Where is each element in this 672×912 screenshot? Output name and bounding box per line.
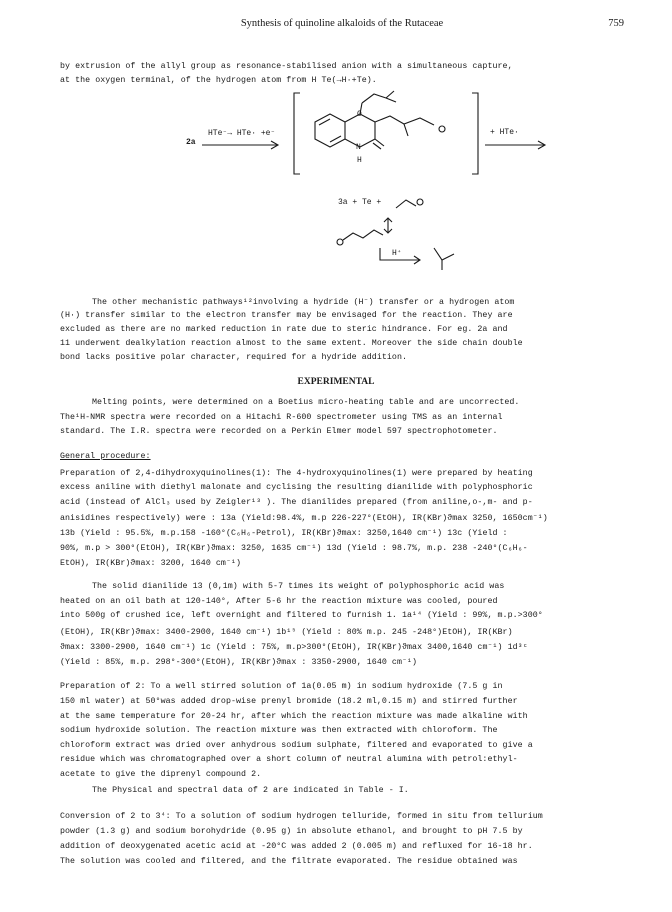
- experimental-heading: EXPERIMENTAL: [297, 377, 375, 387]
- page-number: 759: [608, 18, 624, 29]
- para3-line-6: (Yield : 85%, m.p. 298°-300°(EtOH), IR(KBr)ϑmax : 3350-2900, 1640 cm⁻¹): [60, 658, 418, 667]
- general-procedure-heading: General procedure:: [60, 452, 151, 461]
- conversion-line-3: addition of deoxygenated acetic acid at -20°C was added 2 (0.005 m) and refluxed for 16-18 hr.: [60, 842, 533, 851]
- prep1-line-2: excess aniline with diethyl malonate and cyclising the resulting dianilide with polyphosphoric: [60, 483, 533, 492]
- reaction-scheme-drawing: [150, 88, 550, 278]
- prep2-line-3: at the same temperature for 20-24 hr, after which the reaction mixture was made alkaline with: [60, 712, 528, 721]
- prep1-line-7: EtOH), IR(KBr)ϑmax: 3200, 1640 cm⁻¹): [60, 559, 242, 568]
- reagent-label: HTe⁻→ HTe· +e⁻: [208, 129, 276, 138]
- prep2-line-1: Preparation of 2: To a well stirred solution of 1a(0.05 m) in sodium hydroxide (7.5 g in: [60, 682, 503, 691]
- para1-line-1: The other mechanistic pathways¹²involving a hydride (H⁻) transfer or a hydrogen atom: [92, 298, 515, 307]
- para3-line-2: heated on an oil bath at 120-140°, After 5-6 hr the reaction mixture was cooled, poured: [60, 597, 498, 606]
- prep1-line-1: Preparation of 2,4-dihydroxyquinolines(1): The 4-hydroxyquinolines(1) were prepared by heating: [60, 469, 533, 478]
- para1-line-5: bond lacks positive polar character, required for a hydride addition.: [60, 353, 407, 362]
- prep1-line-6: 90%, m.p > 300°(EtOH), IR(KBr)ϑmax: 3250, 1635 cm⁻¹) 13d (Yield : 98.7%, m.p. 238 -240°(C₆H₆-: [60, 544, 528, 553]
- running-header: [60, 18, 624, 32]
- para1-line-4: 11 underwent dealkylation reaction almost to the same extent. Moreover the side chain double: [60, 339, 523, 348]
- para2-line-2: The¹H-NMR spectra were recorded on a Hitachi R-600 spectrometer using TMS as an internal: [60, 413, 503, 422]
- proton-label: H⁺: [392, 249, 402, 258]
- prep2-line-7: acetate to give the diprenyl compound 2.: [60, 770, 262, 779]
- conversion-line-2: powder (1.3 g) and sodium borohydride (0.95 g) in absolute ethanol, and brought to pH 7.5 by: [60, 827, 523, 836]
- para1-line-3: excluded as there are no marked reduction in rate due to steric hindrance. For eg. 2a and: [60, 325, 508, 334]
- para3-line-5: ϑmax: 3300-2900, 1640 cm⁻¹) 1c (Yield : 75%, m.p>300°(EtOH), IR(KBr)ϑmax 3400,1640 cm⁻¹) 1d³ᶜ: [60, 643, 528, 652]
- hydrogen-atom-label: H: [357, 156, 362, 165]
- label-2a: 2a: [186, 138, 196, 147]
- plus-hte-label: + HTe·: [490, 128, 519, 137]
- para1-line-2: (H·) transfer similar to the electron transfer may be envisaged for the reaction. They are: [60, 311, 513, 320]
- prep2-line-5: chloroform extract was dried over anhydrous sodium sulphate, filtered and evaporated to give a: [60, 741, 533, 750]
- intro-line-1: by extrusion of the allyl group as resonance-stabilised anion with a simultaneous capture,: [60, 62, 513, 71]
- prep2-line-6: residue which was chromatographed over a short column of neutral alumina with petrol:ethyl-: [60, 755, 518, 764]
- intro-line-2: at the oxygen terminal, of the hydrogen atom from H Te(→H·+Te).: [60, 76, 377, 85]
- prep1-line-5: 13b (Yield : 95.5%, m.p.158 -160°(C₆H₆-Petrol), IR(KBr)ϑmax: 3250,1640 cm⁻¹) 13c (Yield :: [60, 529, 508, 538]
- oxygen-atom-label: O: [357, 110, 362, 119]
- prep2-line-4: sodium hydroxide solution. The reaction mixture was then extracted with chloroform. The: [60, 726, 498, 735]
- prep2-line-2: 150 ml water) at 50°was added drop-wise prenyl bromide (18.2 ml,0.15 m) and stirred further: [60, 697, 518, 706]
- prep1-line-3: acid (instead of AlCl₃ used by Zeigler¹³ ). The dianilides prepared (from aniline,o-,m- and p-: [60, 498, 533, 507]
- conversion-line-1: Conversion of 2 to 3⁴: To a solution of sodium hydrogen telluride, formed in situ from tellurium: [60, 812, 543, 821]
- conversion-line-4: The solution was cooled and filtered, and the filtrate evaporated. The residue obtained was: [60, 857, 518, 866]
- reaction-scheme: [150, 88, 550, 278]
- prep1-line-4: anisidines respectively) were : 13a (Yield:98.4%, m.p 226-227°(EtOH), IR(KBr)ϑmax 3250, 1650cm⁻¹): [60, 514, 548, 523]
- running-title: Synthesis of quinoline alkaloids of the Rutaceae: [240, 18, 444, 29]
- nitrogen-atom-label: N: [356, 143, 361, 152]
- para4-line: The Physical and spectral data of 2 are indicated in Table - I.: [92, 786, 409, 795]
- para3-line-3: into 500g of crushed ice, left overnight and filtered to furnish 1. 1a¹⁴ (Yield : 99%, m.p.>300°: [60, 611, 543, 620]
- para3-line-4: (EtOH), IR(KBr)ϑmax: 3400-2900, 1640 cm⁻¹) 1b¹⁵ (Yield : 80% m.p. 245 -248°)EtOH), IR(KBr): [60, 628, 513, 637]
- label-3a: 3a + Te +: [338, 198, 382, 207]
- para3-line-1: The solid dianilide 13 (0,1m) with 5-7 times its weight of polyphosphoric acid was: [92, 582, 505, 591]
- para2-line-1: Melting points, were determined on a Boetius micro-heating table and are uncorrected.: [92, 398, 520, 407]
- para2-line-3: standard. The I.R. spectra were recorded on a Perkin Elmer model 597 spectrophotometer.: [60, 427, 498, 436]
